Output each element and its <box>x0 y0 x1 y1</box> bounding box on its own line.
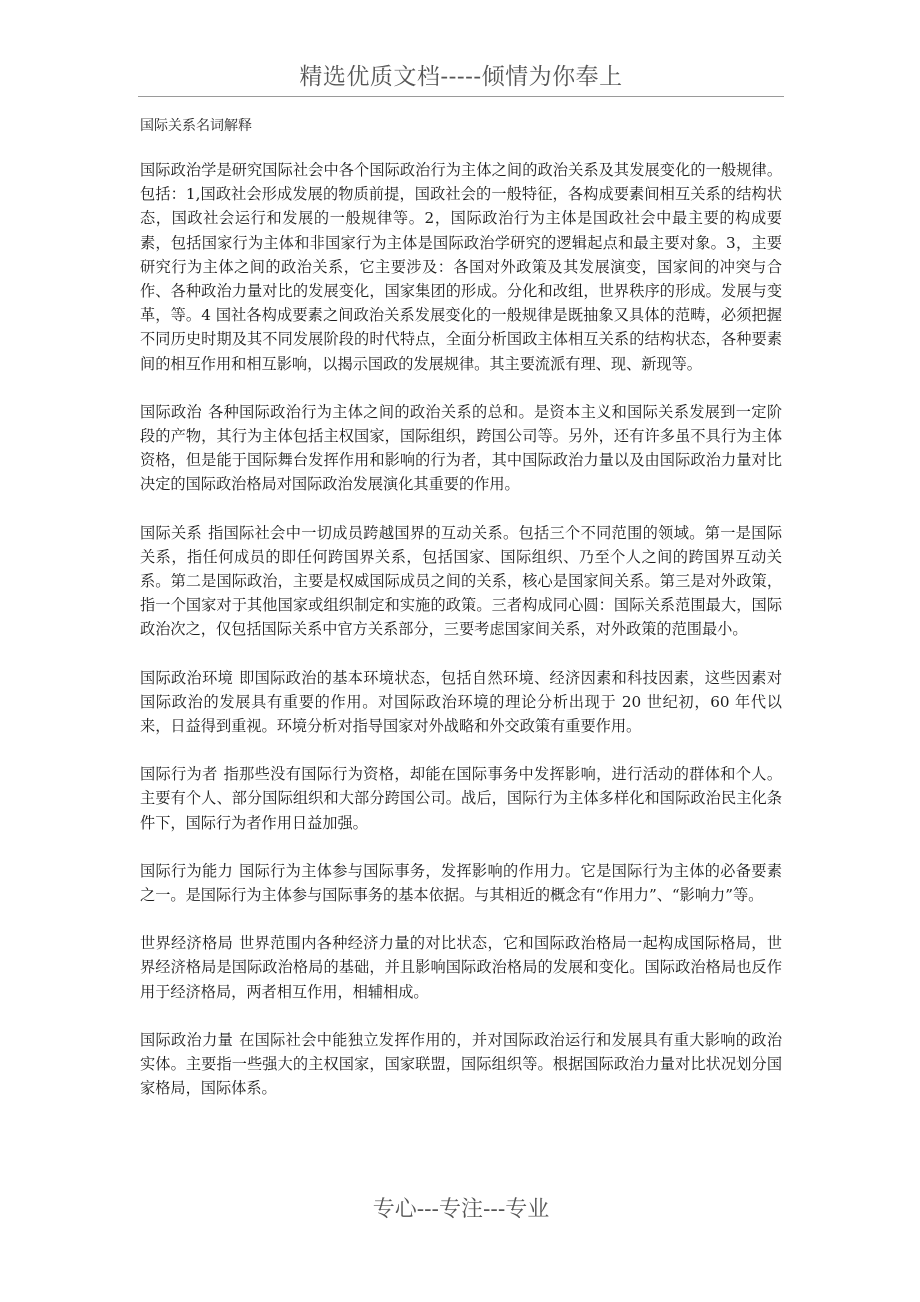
term-label: 国际行为者 <box>140 765 218 784</box>
term-label: 国际关系 <box>140 523 203 542</box>
paragraph-political-environment <box>140 666 782 739</box>
paragraph-text: 即国际政治的基本环境状态，包括自然环境、经济因素和科技因素，这些因素对国际政治的发展具有重要的作用。对国际政治环境的理论分析出现于 20 世纪初，60 年代以来，日益得到重视。环境分析对指导国家对外战略和外交政策有重要作用。 <box>140 668 783 736</box>
paragraph-international-politics <box>140 400 782 497</box>
paragraph-intro <box>140 158 782 376</box>
paragraph-text: 国际行为主体参与国际事务，发挥影响的作用力。它是国际行为主体的必备要素之一。是国际行为主体参与国际事务的基本依据。与其相近的概念有“作用力”、“影响力”等。 <box>140 861 783 905</box>
term-label: 国际行为能力 <box>140 861 234 880</box>
paragraph-text: 世界范围内各种经济力量的对比状态，它和国际政治格局一起构成国际格局，世界经济格局是国际政治格局的基础，并且影响国际政治格局的发展和变化。国际政治格局也反作用于经济格局，两者相互作用，相辅相成。 <box>140 934 783 1001</box>
paragraph-international-relations <box>140 521 782 642</box>
document-title: 国际关系名词解释 <box>140 118 252 134</box>
paragraph-international-actors <box>140 762 782 835</box>
term-label: 世界经济格局 <box>140 934 234 953</box>
paragraph-text: 指那些没有国际行为资格，却能在国际事务中发挥影响，进行活动的群体和个人。主要有个人、部分国际组织和大部分跨国公司。战后，国际行为主体多样化和国际政治民主化条件下，国际行为者作用日益加强。 <box>140 765 783 832</box>
term-label: 国际政治环境 <box>140 668 234 687</box>
paragraph-text: 指国际社会中一切成员跨越国界的互动关系。包括三个不同范围的领域。第一是国际关系，指任何成员的即任何跨国界关系，包括国家、国际组织、乃至个人之间的跨国界互动关系。第二是国际政治，主要是权威国际成员之间的关系，核心是国家间关系。第三是对外政策，指一个国家对于其他国家或组织制定和实施的政策。三者构成同心圆：国际关系范围最大，国际政治次之，仅包括国际关系中官方关系部分，三要考虑国家间关系，对外政策的范围最小。 <box>140 523 783 639</box>
paragraph-text: 在国际社会中能独立发挥作用的，并对国际政治运行和发展具有重大影响的政治实体。主要指一些强大的主权国家，国家联盟，国际组织等。根据国际政治力量对比状况划分国家格局，国际体系。 <box>140 1030 783 1098</box>
page-footer: 专心---专注---专业 <box>372 1197 550 1222</box>
document-body <box>140 158 782 1125</box>
term-label: 国际政治力量 <box>140 1030 234 1049</box>
paragraph-political-forces <box>140 1028 782 1101</box>
page-header: 精选优质文档-----倾情为你奉上 <box>299 64 623 90</box>
header-divider <box>138 96 784 97</box>
paragraph-text: 国际政治学是研究国际社会中各个国际政治行为主体之间的政治关系及其发展变化的一般规律。包括：1,国政社会形成发展的物质前提，国政社会的一般特征，各构成要素间相互关系的结构状态，国政社会运行和发展的一般规律等。2，国际政治行为主体是国政社会中最主要的构成要素，包括国家行为主体和非国家行为主体是国际政治学研究的逻辑起点和最主要对象。3，主要研究行为主体之间的政治关系，它主要涉及：各国对外政策及其发展演变，国家间的冲突与合作、各种政治力量对比的发展变化，国家集团的形成。分化和改组，世界秩序的形成。发展与变革，等。4 国社各构成要素之间政治关系发展变化的一般规律是既抽象又具体的范畴，必须把握不同历史时期及其不同发展阶段的时代特点，全面分析国政主体相互关系的结构状态，各种要素间的相互作用和相互影响，以揭示国政的发展规律。其主要流派有理、现、新现等。 <box>140 161 782 373</box>
paragraph-text: 各种国际政治行为主体之间的政治关系的总和。是资本主义和国际关系发展到一定阶段的产物，其行为主体包括主权国家，国际组织，跨国公司等。另外，还有许多虽不具行为主体资格，但是能于国际舞台发挥作用和影响的行为者，其中国际政治力量以及由国际政治力量对比决定的国际政治格局对国际政治发展演化其重要的作用。 <box>140 402 783 494</box>
paragraph-behavior-capacity <box>140 859 782 907</box>
paragraph-economic-pattern <box>140 931 782 1004</box>
term-label: 国际政治 <box>140 402 203 421</box>
